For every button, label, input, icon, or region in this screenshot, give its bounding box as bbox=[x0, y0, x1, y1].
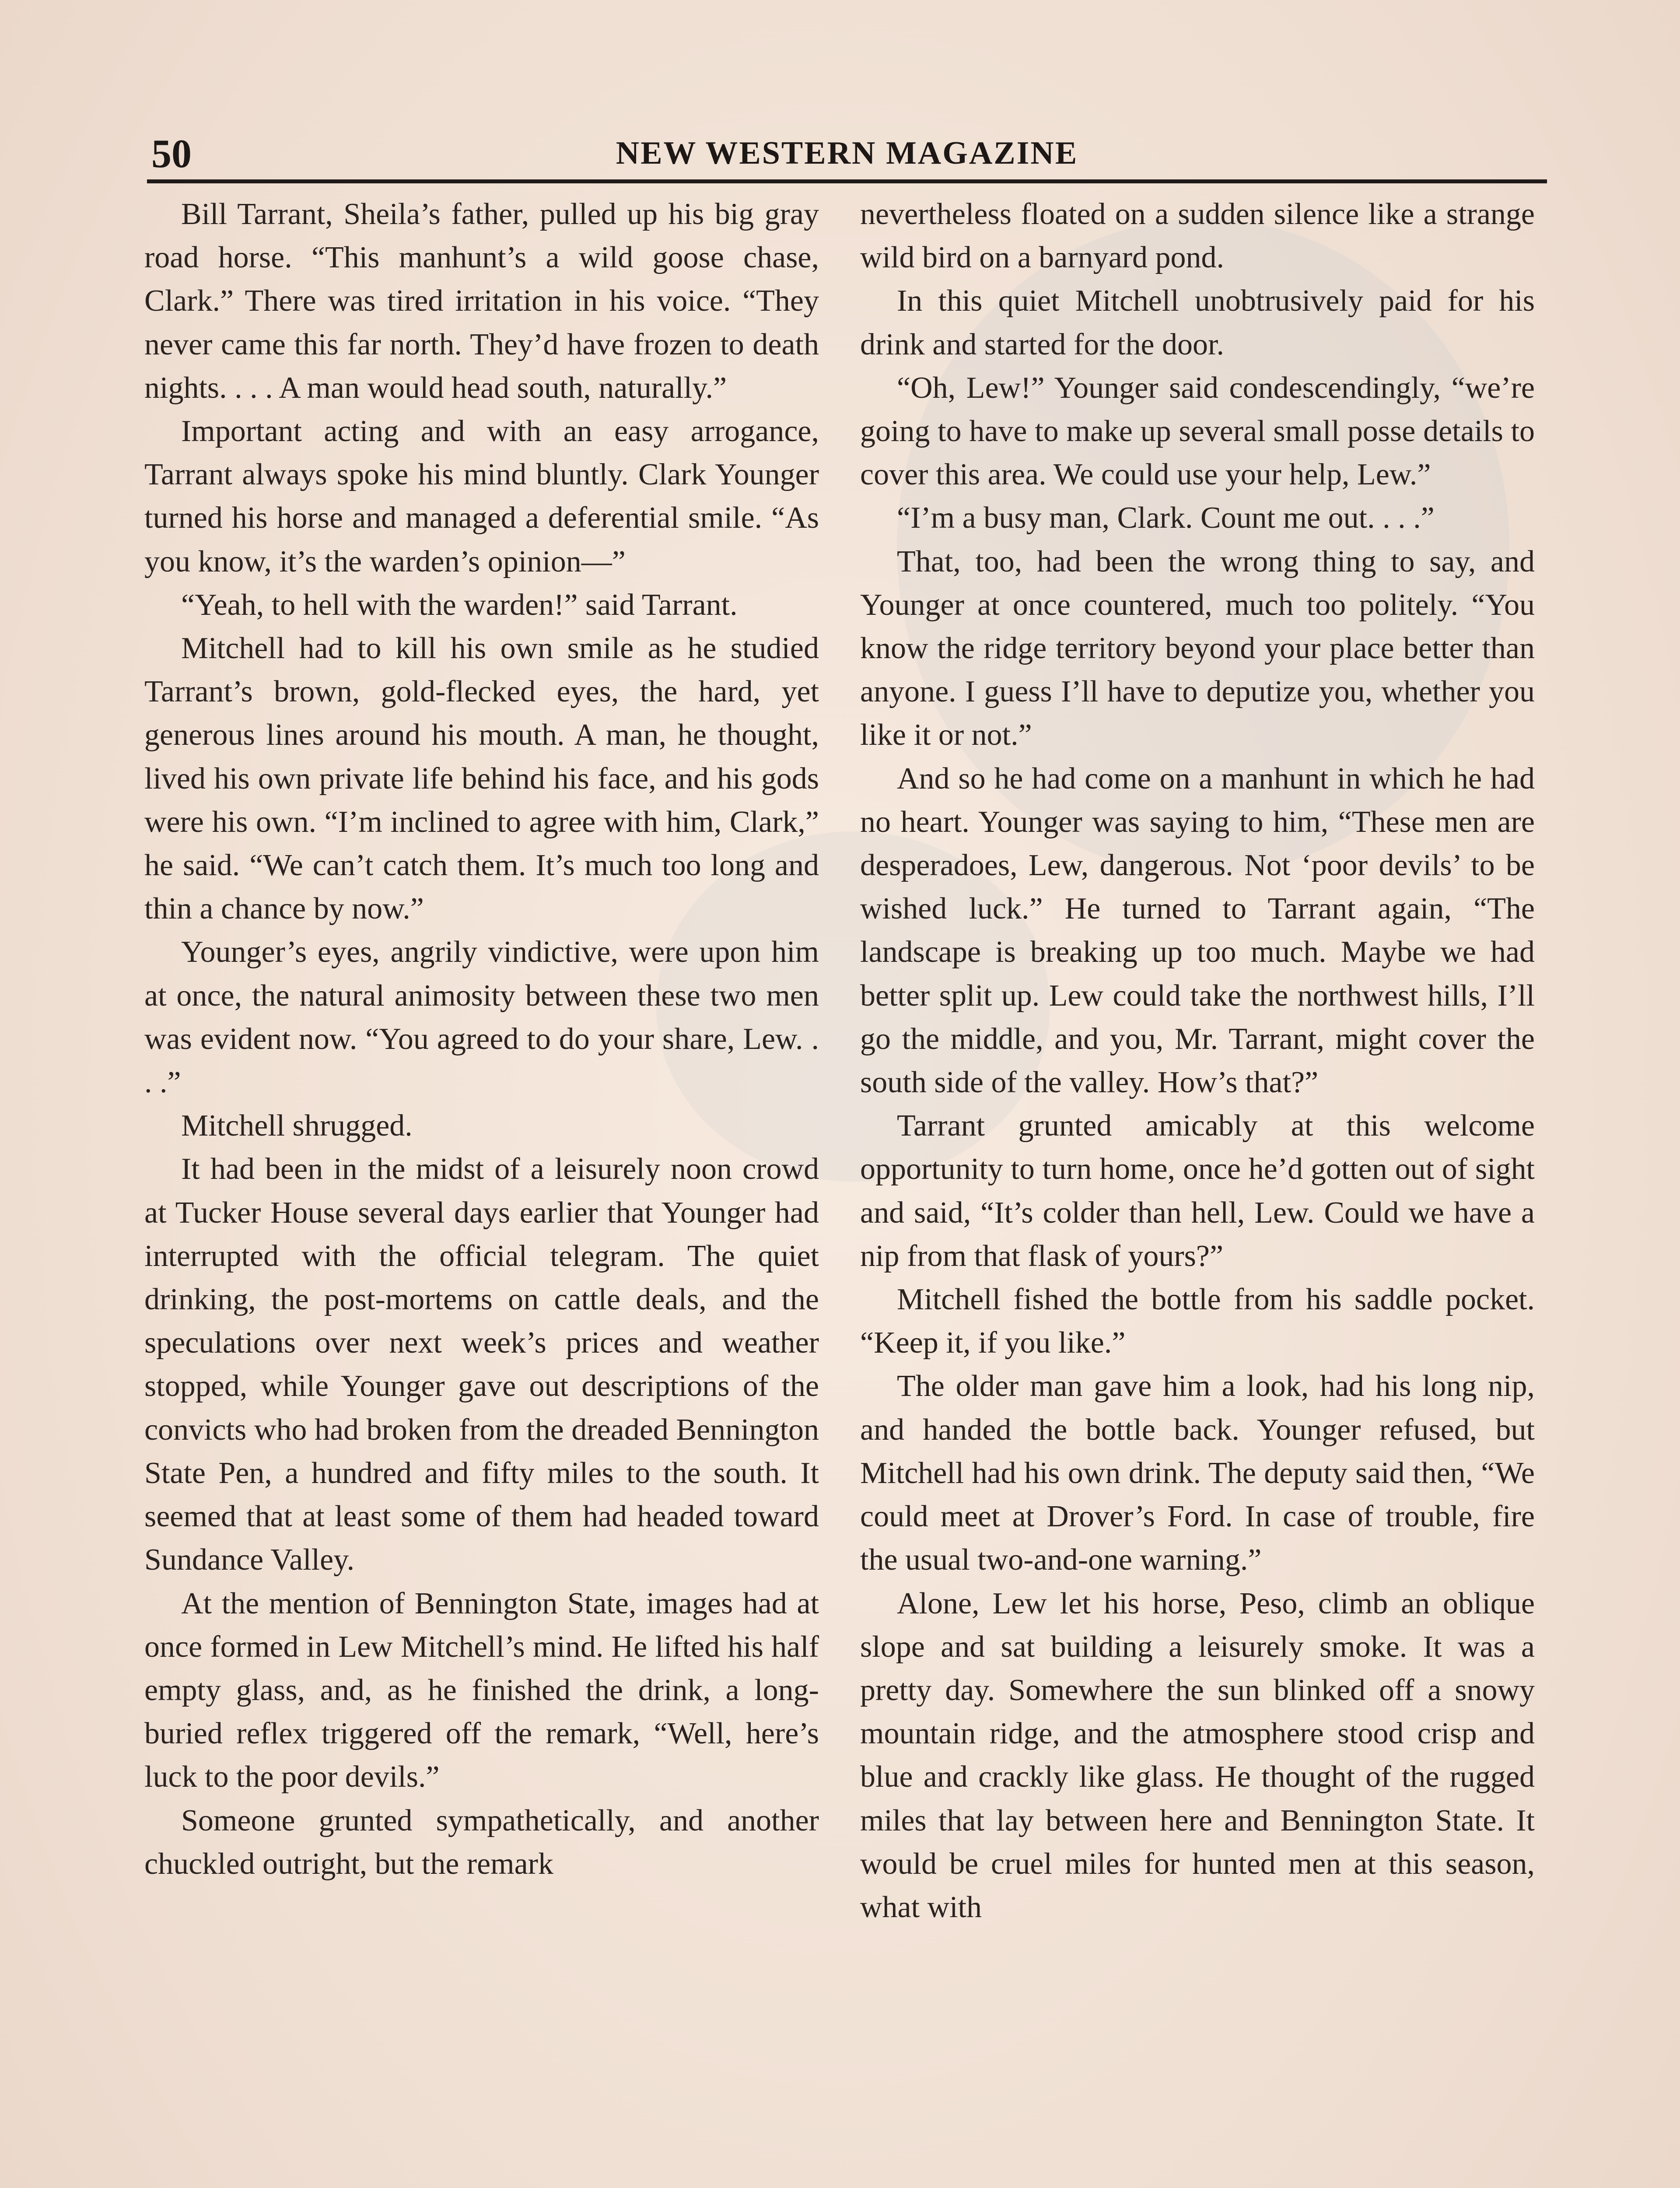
paragraph: Mitchell fished the bottle from his saddle pocket. “Keep it, if you like.” bbox=[860, 1283, 1535, 1360]
paragraph: That, too, had been the wrong thing to say, and Younger at once countered, much too politely. “You know the ridge territory beyond your place better than anyone. I guess I’ll have to deputize you, whether you like it or not.” bbox=[860, 544, 1535, 752]
paragraph: At the mention of Bennington State, images had at once formed in Lew Mitchell’s mind. He lifted his half empty glass, and, as he finished the drink, a long-buried reflex triggered off the remark, “Well, here’s luck to the poor devils.” bbox=[144, 1586, 819, 1794]
paragraph: “I’m a busy man, Clark. Count me out. . . .” bbox=[897, 501, 1435, 535]
paragraph: Mitchell shrugged. bbox=[181, 1109, 413, 1143]
paragraph: And so he had come on a manhunt in which he had no heart. Younger was saying to him, “These men are desperadoes, Lew, dangerous. Not ‘poor devils’ to be wished luck.” He turned to Tarrant again, “The landscape is breaking up too much. Maybe we had better split up. Lew could take the northwest hills, I’ll go the middle, and you, Mr. Tarrant, might cover the south side of the valley. How’s that?” bbox=[860, 761, 1535, 1100]
paragraph: In this quiet Mitchell unobtrusively paid for his drink and started for the door. bbox=[860, 284, 1535, 361]
running-head: NEW WESTERN MAGAZINE bbox=[616, 135, 1078, 171]
paragraph: Someone grunted sympathetically, and another chuckled outright, but the remark bbox=[144, 1803, 819, 1881]
paragraph: It had been in the midst of a leisurely noon crowd at Tucker House several days earlier that Younger had interrupted with the official telegram. The quiet drinking, the post-mortems on cattle deals, and the speculations over next week’s prices and weather stopped, while Younger gave out descriptions of the convicts who had broken from the dreaded Bennington State Pen, a hundred and fifty miles to the south. It seemed that at least some of them had headed toward Sundance Valley. bbox=[144, 1152, 819, 1577]
paragraph: Bill Tarrant, Sheila’s father, pulled up his big gray road horse. “This manhunt’s a wild goose chase, Clark.” There was tired irritation in his voice. “They never came this far north. They’d have frozen to death nights. . . . A man would head south, naturally.” bbox=[144, 197, 819, 405]
page-header bbox=[147, 127, 1547, 175]
paragraph: Younger’s eyes, angrily vindictive, were upon him at once, the natural animosity between these two men was evident now. “You agreed to do your share, Lew. . . .” bbox=[144, 935, 819, 1100]
paragraph-continued: nevertheless floated on a sudden silence like a strange wild bird on a barnyard pond. bbox=[860, 197, 1535, 275]
paragraph: Tarrant grunted amicably at this welcome opportunity to turn home, once he’d gotten out of sight and said, “It’s colder than hell, Lew. Could we have a nip from that flask of yours?” bbox=[860, 1109, 1535, 1273]
paragraph: “Yeah, to hell with the warden!” said Tarrant. bbox=[181, 588, 738, 622]
paragraph: Mitchell had to kill his own smile as he studied Tarrant’s brown, gold-flecked eyes, the hard, yet generous lines around his mouth. A man, he thought, lived his own private life behind his face, and his gods were his own. “I’m inclined to agree with him, Clark,” he said. “We can’t catch them. It’s much too long and thin a chance by now.” bbox=[144, 631, 819, 926]
left-column bbox=[144, 193, 819, 2188]
page-number: 50 bbox=[151, 131, 192, 176]
paragraph: The older man gave him a look, had his long nip, and handed the bottle back. Younger refused, but Mitchell had his own drink. The deputy said then, “We could meet at Drover’s Ford. In case of trouble, fire the usual two-and-one warning.” bbox=[860, 1369, 1535, 1577]
paragraph: “Oh, Lew!” Younger said condescendingly, “we’re going to have to make up several small posse details to cover this area. We could use your help, Lew.” bbox=[860, 371, 1535, 492]
header-rule bbox=[147, 179, 1547, 183]
right-column bbox=[860, 193, 1535, 2188]
paragraph: Important acting and with an easy arrogance, Tarrant always spoke his mind bluntly. Clark Younger turned his horse and managed a deferential smile. “As you know, it’s the warden’s opinion—” bbox=[144, 414, 819, 579]
paragraph: Alone, Lew let his horse, Peso, climb an oblique slope and sat building a leisurely smoke. It was a pretty day. Somewhere the sun blinked off a snowy mountain ridge, and the atmosphere stood crisp and blue and crackly like glass. He thought of the rugged miles that lay between here and Bennington State. It would be cruel miles for hunted men at this season, what with bbox=[860, 1586, 1535, 1924]
